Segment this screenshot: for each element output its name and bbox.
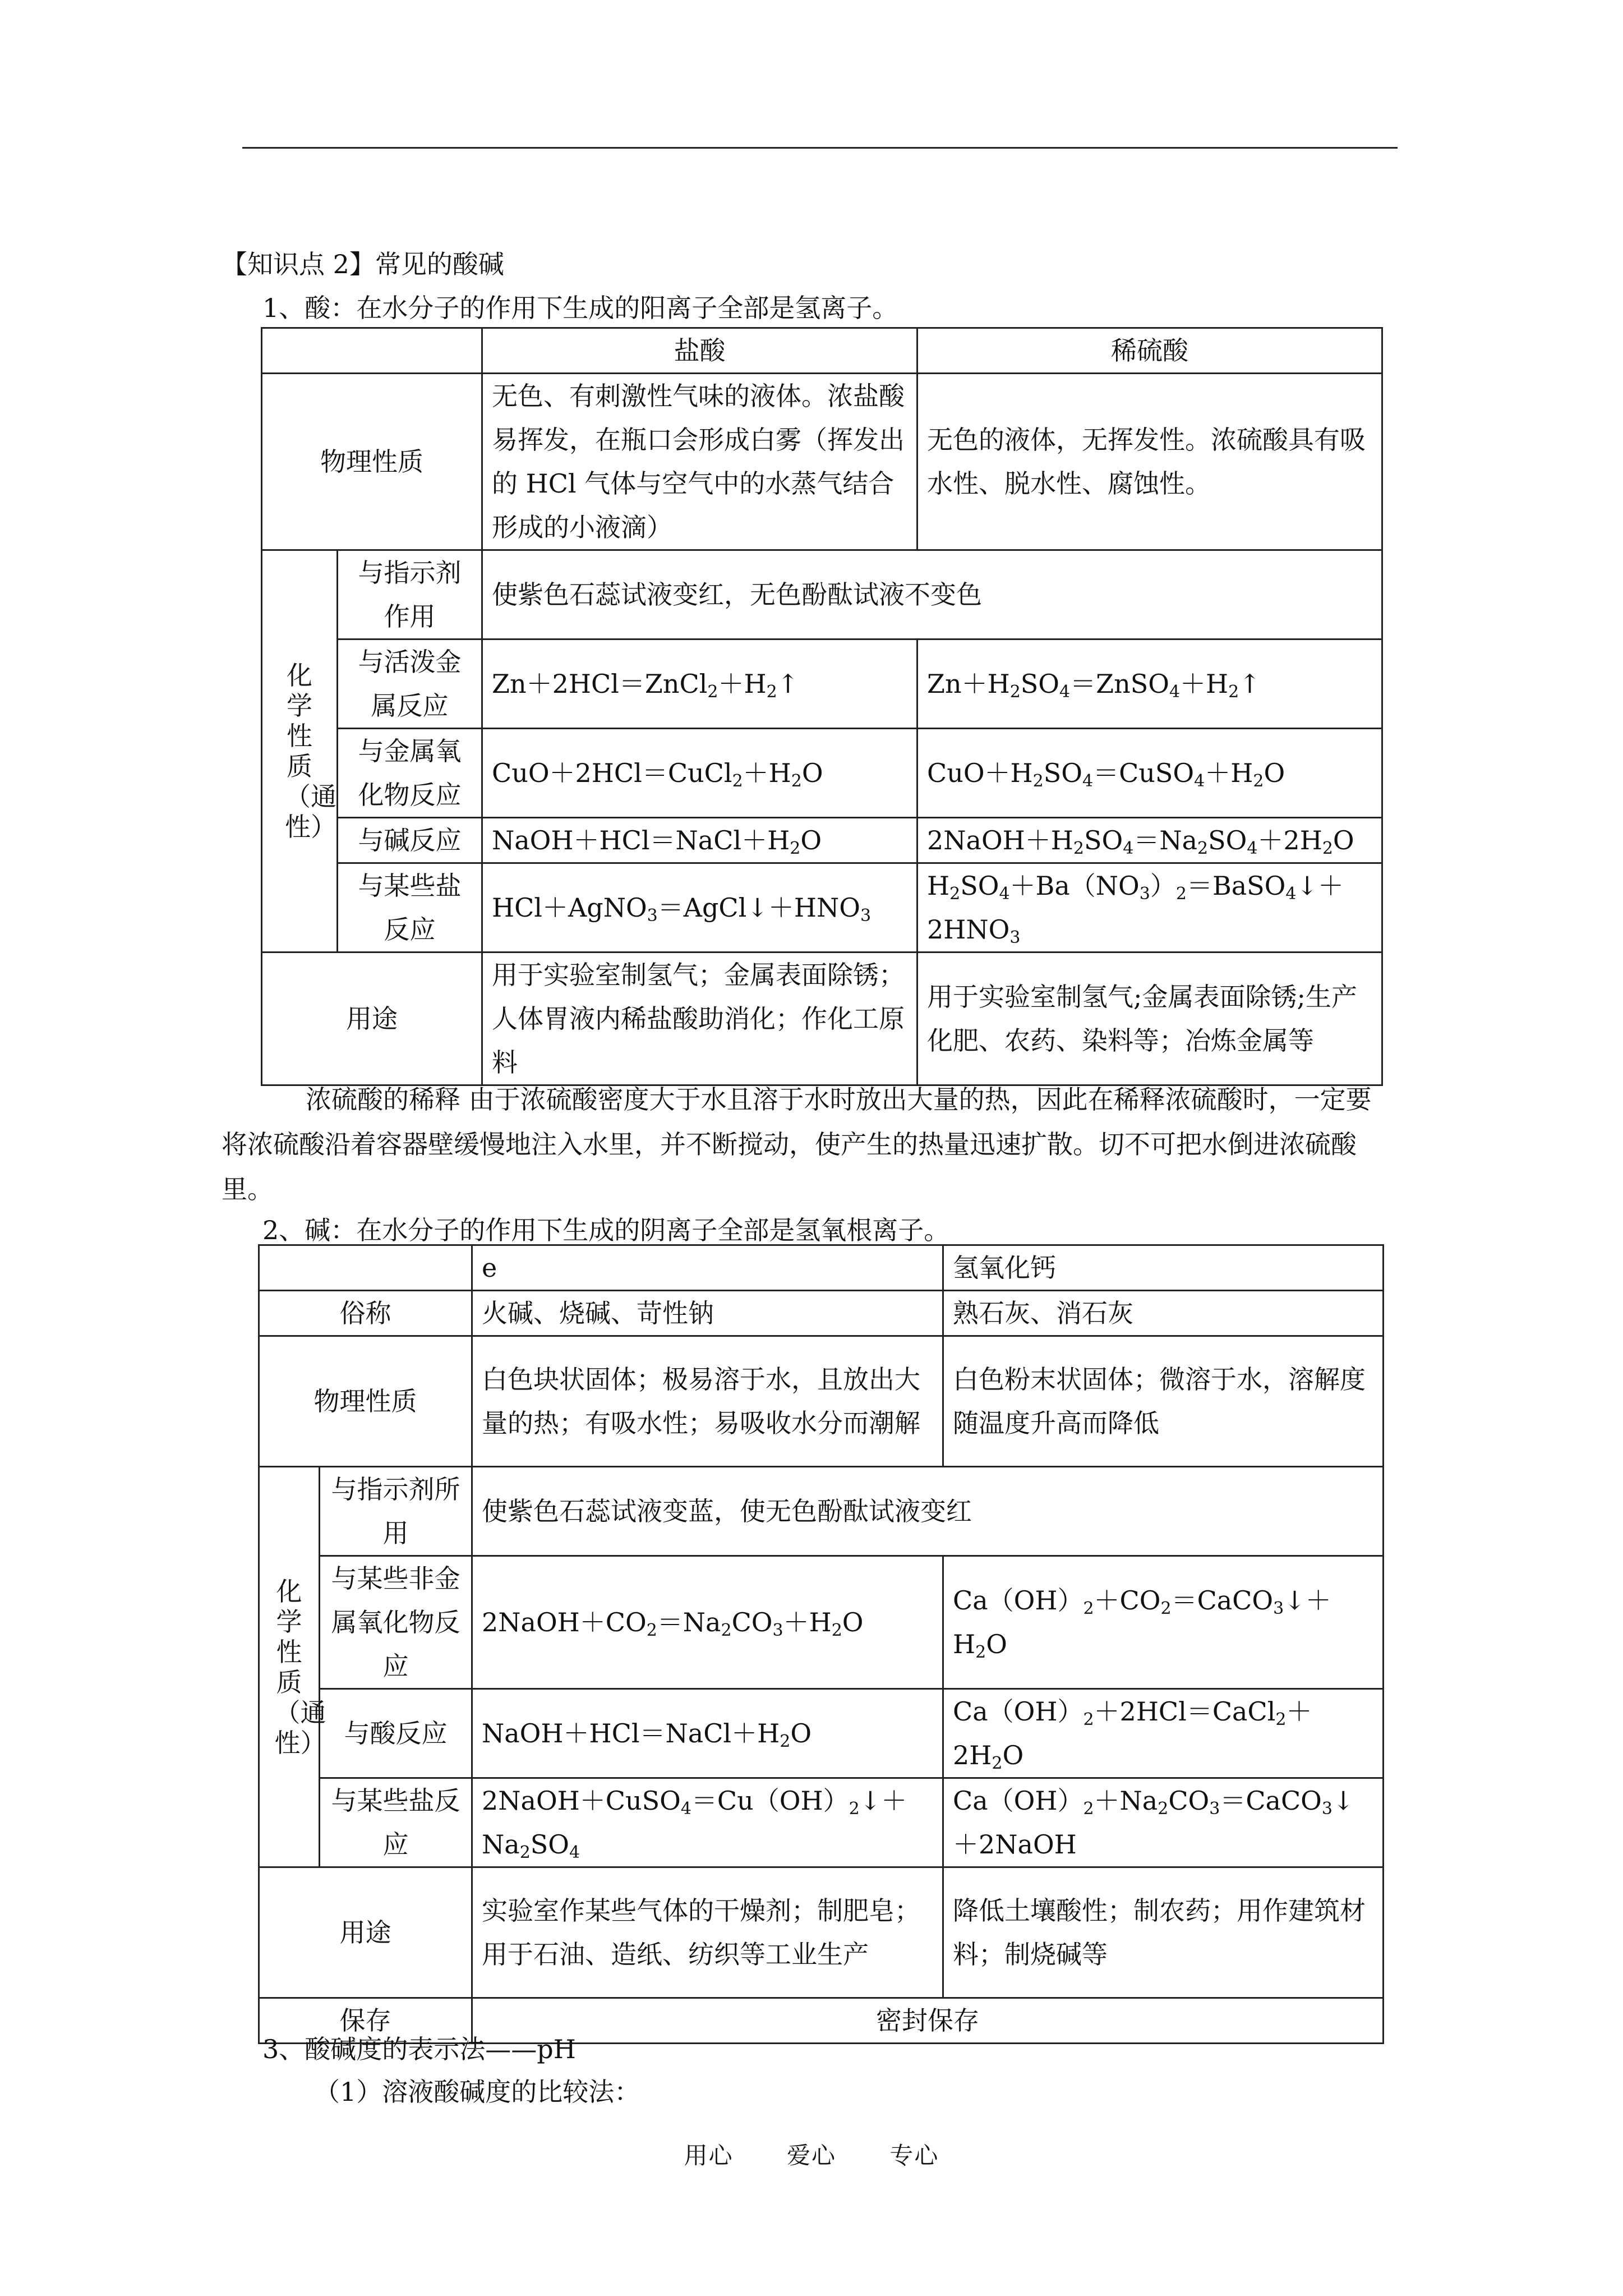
base-indicator-label: 与指示剂所用 [320,1467,472,1556]
acid-header-h2so4: 稀硫酸 [917,328,1382,374]
base-salt-caoh: $Ca(OH)_2+Na_2CO_3=CaCO_3↓+2NaOH$ [943,1778,1384,1867]
dilution-paragraph [222,1077,1388,1212]
base-header-naoh: e [472,1245,943,1291]
page-footer [0,2137,1623,2171]
dilution-lead: 浓硫酸的稀释 [306,1084,460,1115]
base-common-naoh: 火碱、烧碱、苛性钠 [472,1291,943,1336]
base-acid-naoh: $NaOH+HCl=NaCl+H_2O$ [472,1689,943,1778]
acid-salt-label: 与某些盐反应 [338,863,482,953]
dilution-text: 由于浓硫酸密度大于水且溶于水时放出大量的热，因此在稀释浓硫酸时，一定要将浓硫酸沿着容器壁缓慢地注入水里，并不断搅动，使产生的热量迅速扩散。切不可把水倒进浓硫酸里。 [222,1084,1372,1204]
base-physical-naoh: 白色块状固体；极易溶于水，且放出大量的热；有吸水性；易吸收水分而潮解 [472,1336,943,1467]
footer-word-3: 专心 [889,2142,939,2169]
acid-use-hcl: 用于实验室制氢气；金属表面除锈；人体胃液内稀盐酸助消化；作化工原料 [482,953,917,1085]
acid-base-label: 与碱反应 [338,818,482,863]
base-common-label: 俗称 [259,1291,472,1336]
base-salt-naoh: $2NaOH+CuSO_4=Cu(OH)_2↓+Na_2SO_4$ [472,1778,943,1867]
acid-physical-label: 物理性质 [262,374,482,550]
base-nonmetal-naoh: $2NaOH+CO_2=Na_2CO_3+H_2O$ [472,1556,943,1689]
acid-use-h2so4: 用于实验室制氢气;金属表面除锈;生产化肥、农药、染料等；冶炼金属等 [917,953,1382,1085]
acid-base-h2so4: $2NaOH+H_2SO_4=Na_2SO_4+2H_2O$ [917,818,1382,863]
acid-salt-h2so4: $H_2SO_4+Ba(NO_3)_2=BaSO_4↓+2HNO_3$ [917,863,1382,953]
base-common-caoh: 熟石灰、消石灰 [943,1291,1384,1336]
base-table [258,1244,1384,2044]
base-acid-caoh: $Ca(OH)_2+2HCl=CaCl_2+2H_2O$ [943,1689,1384,1778]
acid-table-corner [262,328,482,374]
section-title: 【知识点 2】常见的酸碱 [222,249,504,279]
base-use-label: 用途 [259,1867,472,1998]
acid-header-hcl: 盐酸 [482,328,917,374]
base-table-corner [259,1245,472,1291]
acid-metal-label: 与活泼金属反应 [338,639,482,729]
base-nonmetal-caoh: $Ca(OH)_2+CO_2=CaCO_3↓+H_2O$ [943,1556,1384,1689]
base-use-caoh: 降低土壤酸性；制农药；用作建筑材料；制烧碱等 [943,1867,1384,1998]
footer-word-2: 爱心 [786,2142,836,2169]
base-store-text: 密封保存 [472,1998,1384,2044]
acid-chem-label: 化学性质（通性） [262,550,338,953]
acid-indicator-label: 与指示剂作用 [338,550,482,639]
acid-oxide-label: 与金属氧化物反应 [338,729,482,818]
footer-word-1: 用心 [684,2142,734,2169]
acid-metal-hcl: $Zn+2HCl=ZnCl_2+H_2↑$ [482,639,917,729]
base-heading: 2、碱：在水分子的作用下生成的阴离子全部是氢氧根离子。 [262,1215,950,1245]
acid-table [261,327,1383,1086]
header-rule [242,147,1398,149]
acid-heading: 1、酸：在水分子的作用下生成的阳离子全部是氢离子。 [262,293,898,323]
acid-base-hcl: $NaOH+HCl=NaCl+H_2O$ [482,818,917,863]
acid-physical-hcl: 无色、有刺激性气味的液体。浓盐酸易挥发，在瓶口会形成白雾（挥发出的 HCl 气体与空气中的水蒸气结合形成的小液滴） [482,374,917,550]
ph-heading: 3、酸碱度的表示法——pH [262,2034,576,2064]
base-header-caoh: 氢氧化钙 [943,1245,1384,1291]
acid-physical-h2so4: 无色的液体，无挥发性。浓硫酸具有吸水性、脱水性、腐蚀性。 [917,374,1382,550]
acid-oxide-hcl: $CuO+2HCl=CuCl_2+H_2O$ [482,729,917,818]
base-indicator-text: 使紫色石蕊试液变蓝，使无色酚酞试液变红 [472,1467,1384,1556]
acid-salt-hcl: $HCl+AgNO_3=AgCl↓+HNO_3$ [482,863,917,953]
base-physical-label: 物理性质 [259,1336,472,1467]
ph-subheading: （1）溶液酸碱度的比较法： [314,2077,640,2107]
base-physical-caoh: 白色粉末状固体；微溶于水，溶解度随温度升高而降低 [943,1336,1384,1467]
base-use-naoh: 实验室作某些气体的干燥剂；制肥皂；用于石油、造纸、纺织等工业生产 [472,1867,943,1998]
base-acid-label: 与酸反应 [320,1689,472,1778]
base-chem-label: 化学性质（通性） [259,1467,320,1867]
acid-oxide-h2so4: $CuO+H_2SO_4=CuSO_4+H_2O$ [917,729,1382,818]
base-salt-label: 与某些盐反应 [320,1778,472,1867]
acid-indicator-text: 使紫色石蕊试液变红，无色酚酞试液不变色 [482,550,1382,639]
base-store-label: 保存 [259,1998,472,2044]
acid-metal-h2so4: $Zn+H_2SO_4=ZnSO_4+H_2↑$ [917,639,1382,729]
base-nonmetal-label: 与某些非金属氧化物反应 [320,1556,472,1689]
acid-use-label: 用途 [262,953,482,1085]
